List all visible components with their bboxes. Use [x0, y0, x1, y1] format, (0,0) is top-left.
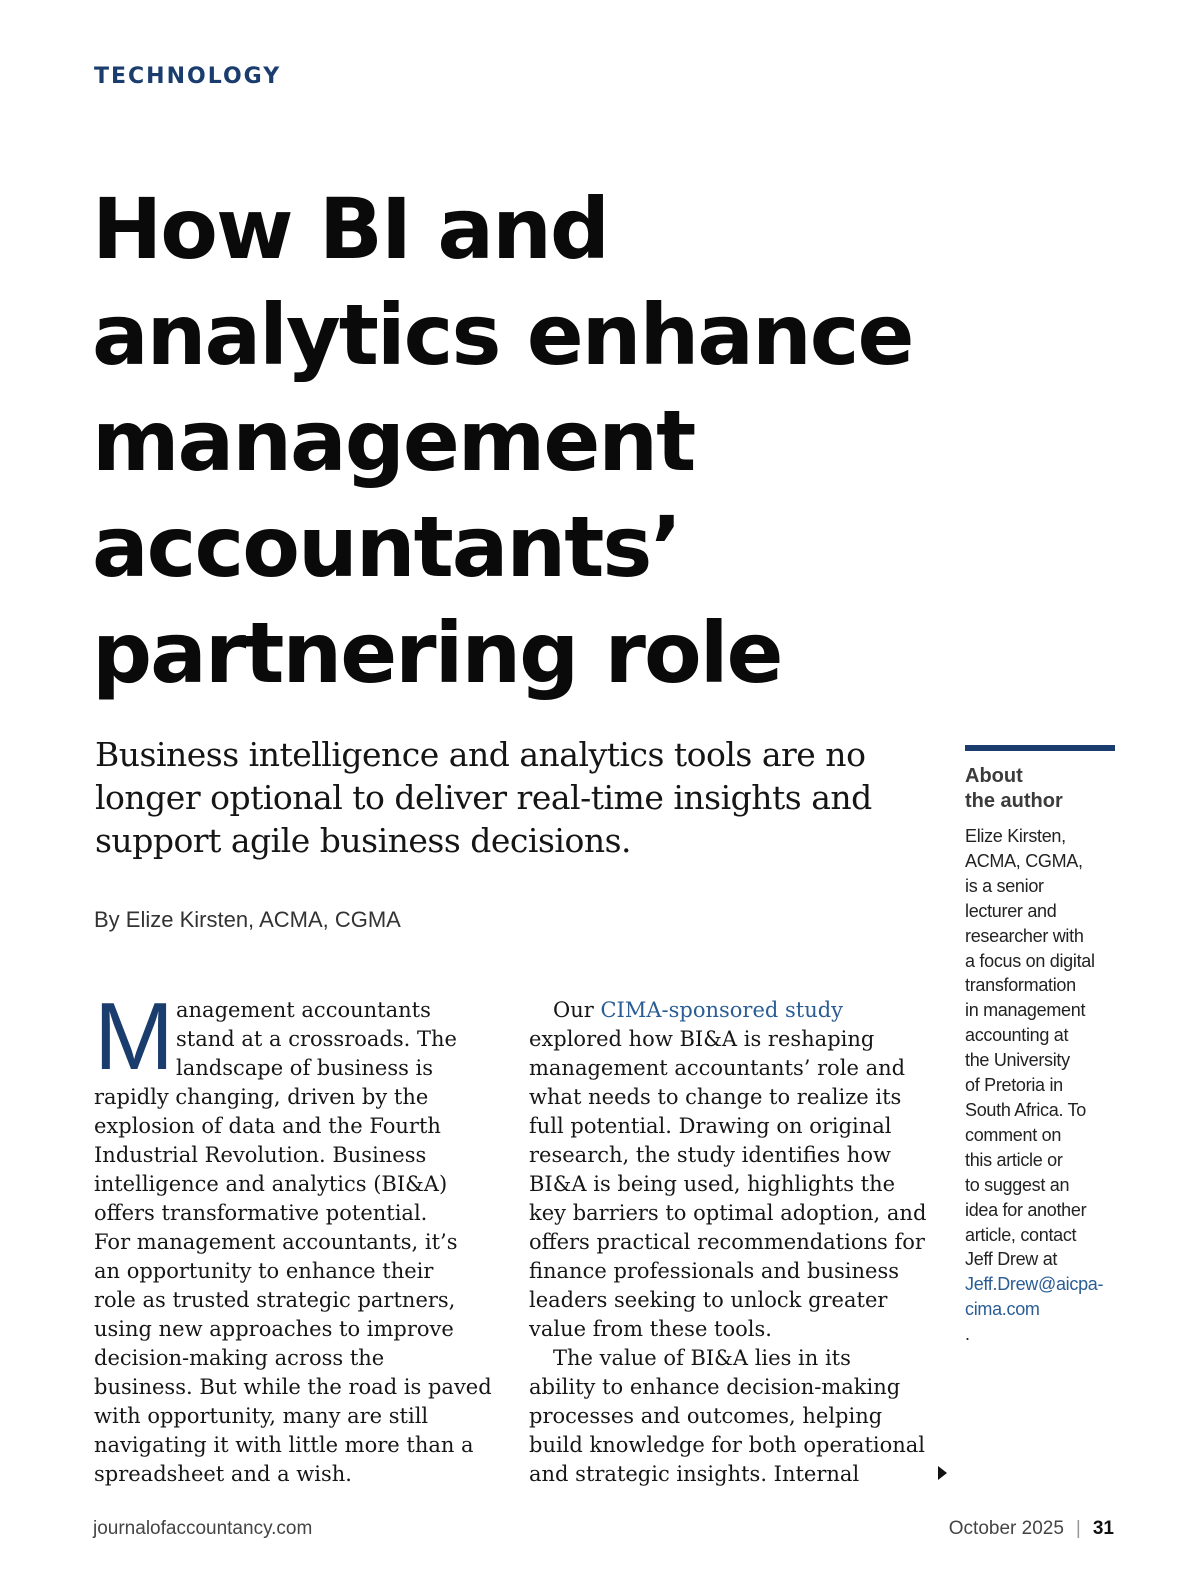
sidebar-rule	[965, 745, 1115, 751]
bio-line: lecturer and	[965, 900, 1057, 921]
headline-line: management	[92, 392, 695, 490]
footer-date: October 2025	[948, 1518, 1064, 1539]
column-2-paragraph-2	[529, 1373, 944, 1489]
footer-site[interactable]: journalofaccountancy.com	[93, 1518, 313, 1539]
body-line: with opportunity, many are still	[94, 1404, 429, 1428]
study-link[interactable]: CIMA-sponsored study	[600, 998, 844, 1022]
body-line: intelligence and analytics (BI&A)	[94, 1172, 448, 1196]
paragraph-2-opening-line: The value of BI&A lies in its	[553, 1346, 851, 1370]
body-line: and strategic insights. Internal	[529, 1462, 860, 1486]
author-email-line[interactable]	[965, 1297, 1145, 1347]
bio-line: ACMA, CGMA,	[965, 850, 1083, 871]
body-line: processes and outcomes, helping	[529, 1404, 883, 1428]
body-line: landscape of business is	[176, 1056, 434, 1080]
bio-line: transformation	[965, 975, 1076, 996]
bio-line: article, contact	[965, 1224, 1077, 1245]
bio-line: Elize Kirsten,	[965, 826, 1066, 846]
deck	[95, 733, 925, 862]
bio-line: accounting at	[965, 1025, 1069, 1046]
paragraph-opening-text: Our	[553, 998, 601, 1022]
body-line: BI&A is being used, highlights the	[529, 1172, 896, 1196]
headline-line: accountants’	[92, 498, 681, 596]
bio-line: South Africa. To	[965, 1099, 1086, 1120]
bio-line: in management	[965, 1000, 1086, 1021]
author-bio	[965, 824, 1145, 1347]
body-line: rapidly changing, driven by the	[94, 1085, 429, 1109]
body-line: using new approaches to improve	[94, 1317, 454, 1341]
body-line: full potential. Drawing on original	[529, 1114, 892, 1138]
body-line: offers transformative potential.	[94, 1201, 428, 1225]
body-line: navigating it with little more than a	[94, 1433, 474, 1457]
bio-line: this article or	[965, 1149, 1063, 1170]
body-line: explosion of data and the Fourth	[94, 1114, 441, 1138]
paragraph-opening-line	[529, 996, 944, 1025]
author-email-line[interactable]	[965, 1272, 1145, 1297]
footer-separator: |	[1075, 1518, 1081, 1539]
body-line: finance professionals and business	[529, 1259, 900, 1283]
body-line: explored how BI&A is reshaping	[529, 1027, 875, 1051]
body-line: stand at a crossroads. The	[176, 1027, 457, 1051]
body-line: research, the study identifies how	[529, 1143, 891, 1167]
body-line: business. But while the road is paved	[94, 1375, 492, 1399]
body-column-2	[529, 996, 944, 1489]
bio-line: comment on	[965, 1124, 1062, 1145]
sidebar-title-line: the author	[965, 790, 1063, 812]
bio-line: to suggest an	[965, 1174, 1070, 1195]
body-line: role as trusted strategic partners,	[94, 1288, 456, 1312]
bio-line: is a senior	[965, 875, 1044, 896]
body-line: Industrial Revolution. Business	[94, 1143, 427, 1167]
body-line: decision-making across the	[94, 1346, 385, 1370]
deck-line: support agile business decisions.	[95, 821, 631, 860]
body-line: leaders seeking to unlock greater	[529, 1288, 888, 1312]
drop-cap: M	[94, 983, 174, 1090]
page-number: 31	[1092, 1518, 1114, 1539]
email-period: .	[965, 1324, 970, 1345]
headline-line: partnering role	[92, 604, 782, 702]
bio-line: Jeff Drew at	[965, 1249, 1058, 1270]
bio-line: a focus on digital	[965, 950, 1095, 971]
author-email[interactable]: Jeff.Drew@aicpa-	[965, 1274, 1104, 1295]
body-line: spreadsheet and a wish.	[94, 1462, 352, 1486]
section-label: TECHNOLOGY	[94, 64, 282, 89]
body-line: management accountants’ role and	[529, 1056, 906, 1080]
body-line: anagement accountants	[176, 998, 431, 1022]
bio-line: of Pretoria in	[965, 1075, 1063, 1096]
dropcap-wrap-lines	[176, 996, 509, 1083]
body-line: an opportunity to enhance their	[94, 1259, 434, 1283]
body-line: what needs to change to realize its	[529, 1085, 902, 1109]
sidebar-title-line: About	[965, 765, 1023, 787]
bio-line: idea for another	[965, 1199, 1087, 1220]
continue-arrow-icon	[938, 1466, 947, 1480]
footer-issue	[949, 1518, 1114, 1540]
headline-line: How BI and	[92, 180, 608, 278]
column-1-lines	[94, 1083, 509, 1489]
headline-line: analytics enhance	[92, 286, 913, 384]
author-email[interactable]: cima.com	[965, 1299, 1040, 1320]
headline	[92, 176, 992, 706]
body-line: value from these tools.	[529, 1317, 772, 1341]
bio-line: the University	[965, 1050, 1070, 1071]
sidebar-title	[965, 764, 1125, 814]
body-line: key barriers to optimal adoption, and	[529, 1201, 927, 1225]
column-2-paragraph-1	[529, 1025, 944, 1344]
body-line: For management accountants, it’s	[94, 1230, 458, 1254]
body-line: ability to enhance decision-making	[529, 1375, 901, 1399]
deck-line: Business intelligence and analytics tools are no	[95, 735, 866, 774]
byline: By Elize Kirsten, ACMA, CGMA	[94, 907, 401, 932]
deck-line: longer optional to deliver real-time insights and	[95, 778, 872, 817]
bio-line: researcher with	[965, 925, 1084, 946]
body-line: offers practical recommendations for	[529, 1230, 925, 1254]
body-line: build knowledge for both operational	[529, 1433, 926, 1457]
body-column-1	[94, 996, 509, 1489]
